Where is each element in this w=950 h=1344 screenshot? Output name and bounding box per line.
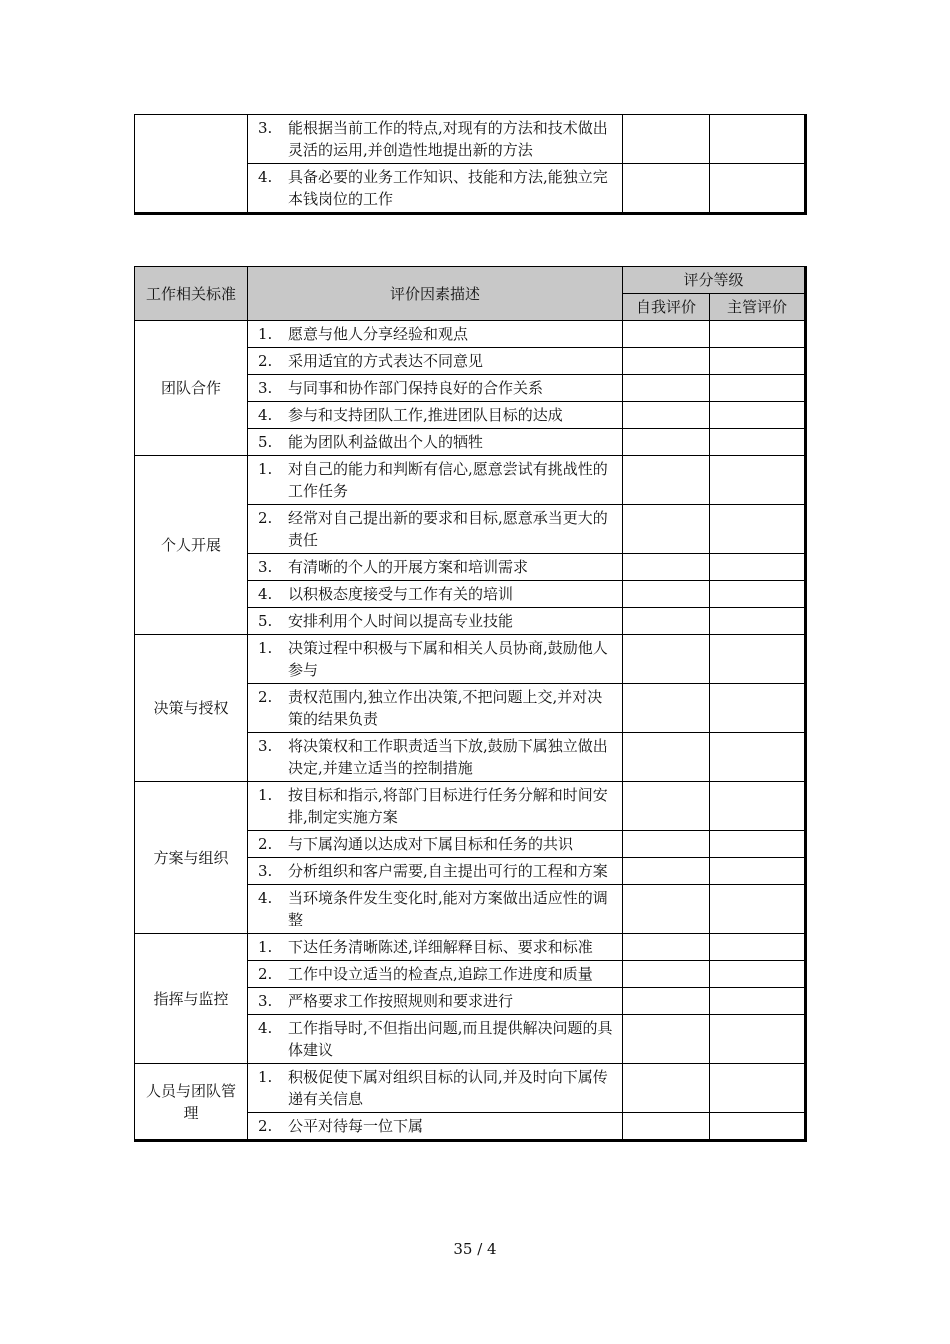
item-number: 4. bbox=[258, 406, 273, 424]
criterion-cell bbox=[248, 581, 623, 608]
item-text: 以积极态度接受与工作有关的培训 bbox=[288, 585, 514, 603]
criterion-cell bbox=[248, 961, 623, 988]
item-text: 具备必要的业务工作知识、技能和方法,能独立完本钱岗位的工作 bbox=[288, 168, 608, 208]
item-number: 1. bbox=[258, 1068, 273, 1086]
self-rating-cell[interactable] bbox=[623, 831, 710, 858]
item-text: 工作中设立适当的检查点,追踪工作进度和质量 bbox=[288, 965, 593, 983]
item-number: 3. bbox=[258, 737, 273, 755]
table-row bbox=[135, 934, 806, 961]
criterion-cell bbox=[248, 402, 623, 429]
criterion-cell bbox=[248, 505, 623, 554]
item-number: 3. bbox=[258, 992, 273, 1010]
self-rating-cell[interactable] bbox=[623, 505, 710, 554]
criterion-cell bbox=[248, 885, 623, 934]
self-rating-cell[interactable] bbox=[623, 1064, 710, 1113]
self-rating-cell[interactable] bbox=[623, 858, 710, 885]
criterion-cell bbox=[248, 164, 623, 214]
item-text: 决策过程中积极与下属和相关人员协商,鼓励他人参与 bbox=[288, 639, 608, 679]
item-text: 与同事和协作部门保持良好的合作关系 bbox=[288, 379, 544, 397]
item-number: 2. bbox=[258, 965, 273, 983]
item-text: 有清晰的个人的开展方案和培训需求 bbox=[288, 558, 529, 576]
criterion-cell bbox=[248, 608, 623, 635]
item-number: 4. bbox=[258, 585, 273, 603]
self-rating-cell[interactable] bbox=[623, 733, 710, 782]
item-text: 安排利用个人时间以提高专业技能 bbox=[288, 612, 514, 630]
item-number: 2. bbox=[258, 1117, 273, 1135]
item-number: 1. bbox=[258, 325, 273, 343]
self-rating-cell[interactable] bbox=[623, 115, 710, 164]
criterion-cell bbox=[248, 348, 623, 375]
self-rating-cell[interactable] bbox=[623, 429, 710, 456]
table-row bbox=[135, 456, 806, 505]
item-text: 愿意与他人分享经验和观点 bbox=[288, 325, 469, 343]
supervisor-rating-cell[interactable] bbox=[710, 635, 806, 684]
criterion-cell bbox=[248, 635, 623, 684]
item-text: 公平对待每一位下属 bbox=[288, 1117, 424, 1135]
self-rating-cell[interactable] bbox=[623, 885, 710, 934]
criterion-cell bbox=[248, 429, 623, 456]
item-number: 3. bbox=[258, 119, 273, 137]
supervisor-rating-cell[interactable] bbox=[710, 429, 806, 456]
self-rating-cell[interactable] bbox=[623, 581, 710, 608]
supervisor-rating-cell[interactable] bbox=[710, 684, 806, 733]
item-number: 1. bbox=[258, 786, 273, 804]
table-row bbox=[135, 115, 806, 164]
item-text: 将决策权和工作职责适当下放,鼓励下属独立做出决定,并建立适当的控制措施 bbox=[288, 737, 608, 777]
self-rating-cell[interactable] bbox=[623, 635, 710, 684]
continuation-table bbox=[134, 114, 807, 215]
category-header: 工作相关标准 bbox=[135, 267, 248, 321]
criterion-cell bbox=[248, 733, 623, 782]
self-rating-cell[interactable] bbox=[623, 1015, 710, 1064]
self-rating-cell[interactable] bbox=[623, 402, 710, 429]
supervisor-rating-cell[interactable] bbox=[710, 782, 806, 831]
self-rating-cell[interactable] bbox=[623, 961, 710, 988]
item-text: 对自己的能力和判断有信心,愿意尝试有挑战性的工作任务 bbox=[288, 460, 608, 500]
item-text: 能根据当前工作的特点,对现有的方法和技术做出灵活的运用,并创造性地提出新的方法 bbox=[288, 119, 608, 159]
supervisor-rating-cell[interactable] bbox=[710, 505, 806, 554]
item-number: 2. bbox=[258, 835, 273, 853]
supervisor-rating-cell[interactable] bbox=[710, 733, 806, 782]
criterion-cell bbox=[248, 934, 623, 961]
criterion-cell bbox=[248, 321, 623, 348]
supervisor-rating-cell[interactable] bbox=[710, 115, 806, 164]
criterion-cell bbox=[248, 456, 623, 505]
criterion-cell bbox=[248, 684, 623, 733]
supervisor-rating-cell[interactable] bbox=[710, 934, 806, 961]
self-rating-cell[interactable] bbox=[623, 554, 710, 581]
self-rating-cell[interactable] bbox=[623, 348, 710, 375]
table-row bbox=[135, 782, 806, 831]
criterion-cell bbox=[248, 1064, 623, 1113]
self-rating-cell[interactable] bbox=[623, 375, 710, 402]
item-text: 积极促使下属对组织目标的认同,并及时向下属传递有关信息 bbox=[288, 1068, 608, 1108]
self-rating-cell[interactable] bbox=[623, 988, 710, 1015]
item-number: 4. bbox=[258, 1019, 273, 1037]
item-text: 当环境条件发生变化时,能对方案做出适应性的调整 bbox=[288, 889, 608, 929]
item-text: 能为团队利益做出个人的牺牲 bbox=[288, 433, 484, 451]
supervisor-rating-cell[interactable] bbox=[710, 858, 806, 885]
self-rating-cell[interactable] bbox=[623, 456, 710, 505]
criterion-cell bbox=[248, 115, 623, 164]
supervisor-rating-cell[interactable] bbox=[710, 988, 806, 1015]
description-header: 评价因素描述 bbox=[248, 267, 623, 321]
self-rating-cell[interactable] bbox=[623, 608, 710, 635]
category-cell bbox=[135, 115, 248, 214]
self-rating-cell[interactable] bbox=[623, 684, 710, 733]
criterion-cell bbox=[248, 782, 623, 831]
item-text: 经常对自己提出新的要求和目标,愿意承当更大的责任 bbox=[288, 509, 608, 549]
self-rating-cell[interactable] bbox=[623, 164, 710, 214]
supervisor-rating-cell[interactable] bbox=[710, 375, 806, 402]
item-number: 2. bbox=[258, 352, 273, 370]
criterion-cell bbox=[248, 1015, 623, 1064]
table-row bbox=[135, 1064, 806, 1113]
item-number: 2. bbox=[258, 509, 273, 527]
supervisor-rating-cell[interactable] bbox=[710, 608, 806, 635]
supervisor-rating-cell[interactable] bbox=[710, 321, 806, 348]
self-rating-cell[interactable] bbox=[623, 321, 710, 348]
category-cell: 方案与组织 bbox=[135, 782, 248, 934]
item-text: 采用适宜的方式表达不同意见 bbox=[288, 352, 484, 370]
item-number: 3. bbox=[258, 862, 273, 880]
item-number: 4. bbox=[258, 889, 273, 907]
self-rating-cell[interactable] bbox=[623, 934, 710, 961]
item-number: 2. bbox=[258, 688, 273, 706]
supervisor-rating-cell[interactable] bbox=[710, 1113, 806, 1141]
criterion-cell bbox=[248, 858, 623, 885]
item-number: 1. bbox=[258, 938, 273, 956]
supervisor-rating-cell[interactable] bbox=[710, 581, 806, 608]
item-text: 按目标和指示,将部门目标进行任务分解和时间安排,制定实施方案 bbox=[288, 786, 608, 826]
supervisor-rating-cell[interactable] bbox=[710, 348, 806, 375]
supervisor-rating-cell[interactable] bbox=[710, 961, 806, 988]
category-cell: 决策与授权 bbox=[135, 635, 248, 782]
supervisor-rating-cell[interactable] bbox=[710, 402, 806, 429]
criterion-cell bbox=[248, 831, 623, 858]
item-number: 3. bbox=[258, 558, 273, 576]
category-cell: 团队合作 bbox=[135, 321, 248, 456]
item-text: 严格要求工作按照规则和要求进行 bbox=[288, 992, 514, 1010]
item-number: 5. bbox=[258, 612, 273, 630]
item-text: 参与和支持团队工作,推进团队目标的达成 bbox=[288, 406, 563, 424]
supervisor-rating-cell[interactable] bbox=[710, 1064, 806, 1113]
item-text: 与下属沟通以达成对下属目标和任务的共识 bbox=[288, 835, 574, 853]
category-cell: 个人开展 bbox=[135, 456, 248, 635]
item-text: 分析组织和客户需要,自主提出可行的工程和方案 bbox=[288, 862, 608, 880]
category-cell: 指挥与监控 bbox=[135, 934, 248, 1064]
item-text: 工作指导时,不但指出问题,而且提供解决问题的具体建议 bbox=[288, 1019, 613, 1059]
item-number: 1. bbox=[258, 639, 273, 657]
item-number: 3. bbox=[258, 379, 273, 397]
table-row bbox=[135, 635, 806, 684]
supervisor-rating-cell[interactable] bbox=[710, 1015, 806, 1064]
self-rating-cell[interactable] bbox=[623, 782, 710, 831]
supervisor-rating-cell[interactable] bbox=[710, 554, 806, 581]
criterion-cell bbox=[248, 1113, 623, 1141]
self-rating-header: 自我评价 bbox=[623, 294, 710, 321]
item-number: 1. bbox=[258, 460, 273, 478]
supervisor-rating-cell[interactable] bbox=[710, 885, 806, 934]
self-rating-cell[interactable] bbox=[623, 1113, 710, 1141]
category-cell: 人员与团队管理 bbox=[135, 1064, 248, 1141]
table-row bbox=[135, 321, 806, 348]
criterion-cell bbox=[248, 375, 623, 402]
evaluation-table bbox=[134, 266, 807, 1142]
page-number: 35 / 4 bbox=[453, 1240, 497, 1258]
criterion-cell bbox=[248, 554, 623, 581]
rating-header: 评分等级 bbox=[623, 267, 806, 294]
item-text: 责权范围内,独立作出决策,不把问题上交,并对决策的结果负责 bbox=[288, 688, 603, 728]
item-number: 4. bbox=[258, 168, 273, 186]
supervisor-rating-cell[interactable] bbox=[710, 831, 806, 858]
supervisor-rating-header: 主管评价 bbox=[710, 294, 806, 321]
supervisor-rating-cell[interactable] bbox=[710, 456, 806, 505]
item-text: 下达任务清晰陈述,详细解释目标、要求和标准 bbox=[288, 938, 593, 956]
supervisor-rating-cell[interactable] bbox=[710, 164, 806, 214]
item-number: 5. bbox=[258, 433, 273, 451]
criterion-cell bbox=[248, 988, 623, 1015]
